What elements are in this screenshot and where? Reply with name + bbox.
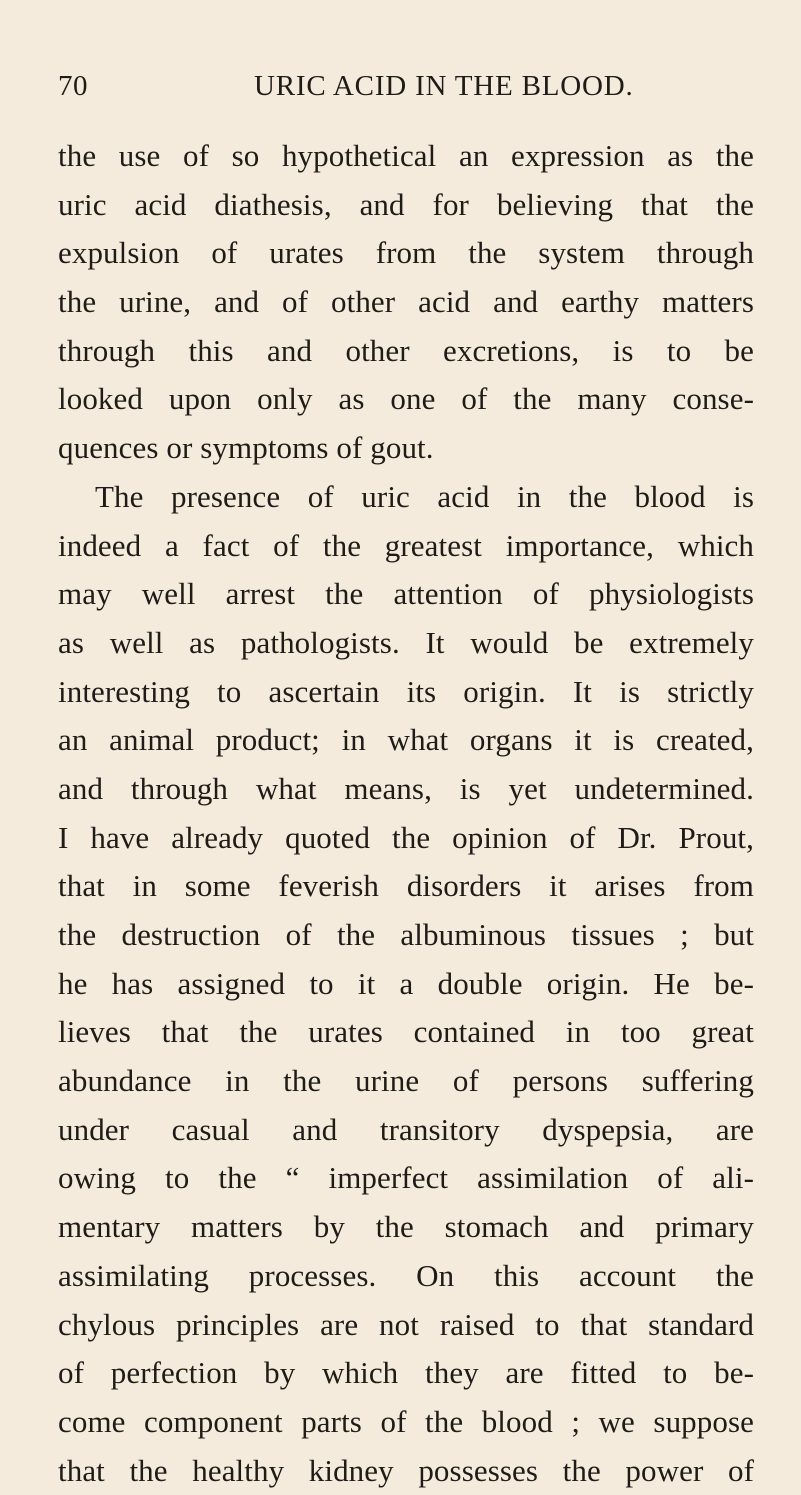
text-line: the urine, and of other acid and earthy matters [58, 284, 754, 320]
text-line: mentary matters by the stomach and primary [58, 1209, 754, 1245]
running-title: URIC ACID IN THE BLOOD. [254, 70, 634, 102]
text-line: chylous principles are not raised to that standard [58, 1306, 754, 1342]
text-line: that in some feverish disorders it arises from [58, 868, 754, 904]
page-number: 70 [58, 70, 88, 102]
text-line: and through what means, is yet undetermined. [58, 770, 754, 806]
text-line: looked upon only as one of the many conse- [58, 381, 754, 417]
text-line: quences or symptoms of gout. [58, 430, 434, 466]
body-text [58, 132, 754, 1495]
paragraph-start-line: The presence of uric acid in the blood is [95, 478, 754, 514]
text-line: an animal product; in what organs it is created, [58, 722, 754, 758]
text-line: under casual and transitory dyspepsia, are [58, 1111, 754, 1147]
text-line: may well arrest the attention of physiologists [58, 576, 754, 612]
text-line: expulsion of urates from the system through [58, 235, 754, 271]
text-line: through this and other excretions, is to be [58, 332, 754, 368]
text-line: as well as pathologists. It would be extremely [58, 624, 754, 660]
text-line: the use of so hypothetical an expression as the [58, 138, 754, 173]
text-line: I have already quoted the opinion of Dr. Prout, [58, 819, 754, 855]
text-line: owing to the “ imperfect assimilation of ali- [58, 1160, 754, 1196]
text-line: he has assigned to it a double origin. He be- [58, 965, 754, 1001]
text-line: assimilating processes. On this account the [58, 1257, 754, 1293]
text-line: the destruction of the albuminous tissues ; but [58, 917, 754, 952]
text-line: come component parts of the blood ; we suppose [58, 1403, 754, 1439]
text-line: abundance in the urine of persons suffering [58, 1063, 754, 1099]
text-line: of perfection by which they are fitted to be- [58, 1355, 754, 1391]
text-line: that the healthy kidney possesses the power of [58, 1452, 754, 1488]
text-line: interesting to ascertain its origin. It is strictly [58, 673, 754, 709]
text-line: uric acid diathesis, and for believing that the [58, 186, 754, 222]
text-line: lieves that the urates contained in too great [58, 1014, 754, 1050]
running-header [58, 66, 746, 106]
text-line: indeed a fact of the greatest importance, which [58, 527, 754, 563]
